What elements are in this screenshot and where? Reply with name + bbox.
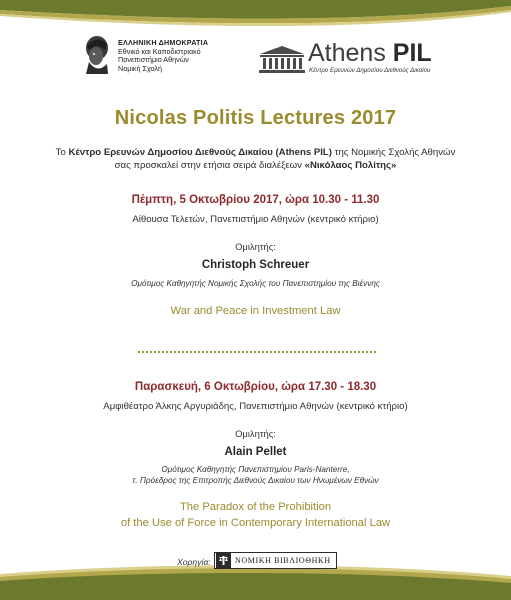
temple-icon <box>257 44 307 74</box>
pil-subtitle: Κέντρο Ερευνών Δημοσίου Διεθνούς Δικαίου <box>309 67 431 74</box>
top-decorative-band <box>0 0 511 40</box>
speaker-name: Alain Pellet <box>224 446 287 458</box>
speaker-name: Christoph Schreuer <box>201 259 310 271</box>
sponsor-name: ΝΟΜΙΚΗ ΒΙΒΛΙΟΘΗΚΗ <box>235 556 331 565</box>
pil-name-light: Athens <box>308 39 393 67</box>
invitation-center-name: Κέντρο Ερευνών Δημοσίου Διεθνούς Δικαίου (Athens PIL) <box>68 147 332 158</box>
invitation-line <box>0 159 511 172</box>
nomiki-bibliothiki-emblem-icon <box>216 553 231 568</box>
speaker-affiliation: Ομότιμος Καθηγητής Νομικής Σχολής του Πανεπιστημίου της Βιέννης <box>131 279 380 288</box>
invitation-line <box>0 146 511 159</box>
invitation-suffix: της Νομικής Σχολής Αθηνών <box>331 147 456 158</box>
speaker-label: Ομιλητής: <box>235 428 276 439</box>
university-name <box>118 39 208 73</box>
speaker-label: Ομιλητής: <box>235 241 276 252</box>
lecture-date: Πέμπτη, 5 Οκτωβρίου 2017, ώρα 10.30 - 11.30 <box>131 194 380 206</box>
talk-title: The Paradox of the Prohibition <box>179 501 332 513</box>
university-line: Νομική Σχολή <box>118 63 162 73</box>
invitation-prefix: Το <box>55 147 69 158</box>
pil-name-bold: PIL <box>392 39 432 67</box>
lecture-date: Παρασκευή, 6 Οκτωβρίου, ώρα 17.30 - 18.30 <box>134 381 377 393</box>
lecture-venue: Αμφιθέατρο Άλκης Αργυριάδης, Πανεπιστήμιο Αθηνών (κεντρικό κτήριο) <box>103 401 408 412</box>
talk-title: War and Peace in Investment Law <box>170 305 341 317</box>
invitation-text <box>0 146 511 172</box>
university-line: Εθνικό και Καποδιστριακό <box>118 46 201 56</box>
lecture-series-name: «Νικόλαος Πολίτης» <box>304 160 397 171</box>
talk-title: of the Use of Force in Contemporary International Law <box>120 517 391 529</box>
athens-pil-logo-text <box>308 39 432 67</box>
sponsor-label: Χορηγία: <box>177 557 211 567</box>
speaker-affiliation: Ομότιμος Καθηγητής Πανεπιστημίου Paris-Nanterre, <box>161 465 350 474</box>
university-line: ΕΛΛΗΝΙΚΗ ΔΗΜΟΚΡΑΤΙΑ <box>118 38 209 47</box>
lecture-venue: Αίθουσα Τελετών, Πανεπιστήμιο Αθηνών (κεντρικό κτήριο) <box>132 214 379 225</box>
sponsor-logo <box>214 552 337 569</box>
section-divider <box>138 351 376 353</box>
page-title: Nicolas Politis Lectures 2017 <box>114 107 397 129</box>
speaker-affiliation: τ. Πρόεδρος της Επιτροπής Διεθνούς Δικαίου των Ηνωμένων Εθνών <box>132 476 379 485</box>
athena-head-icon <box>81 34 113 76</box>
university-line: Πανεπιστήμιο Αθηνών <box>118 55 189 65</box>
invitation-prefix: σας προσκαλεί στην ετήσια σειρά διαλέξεων <box>114 160 305 171</box>
